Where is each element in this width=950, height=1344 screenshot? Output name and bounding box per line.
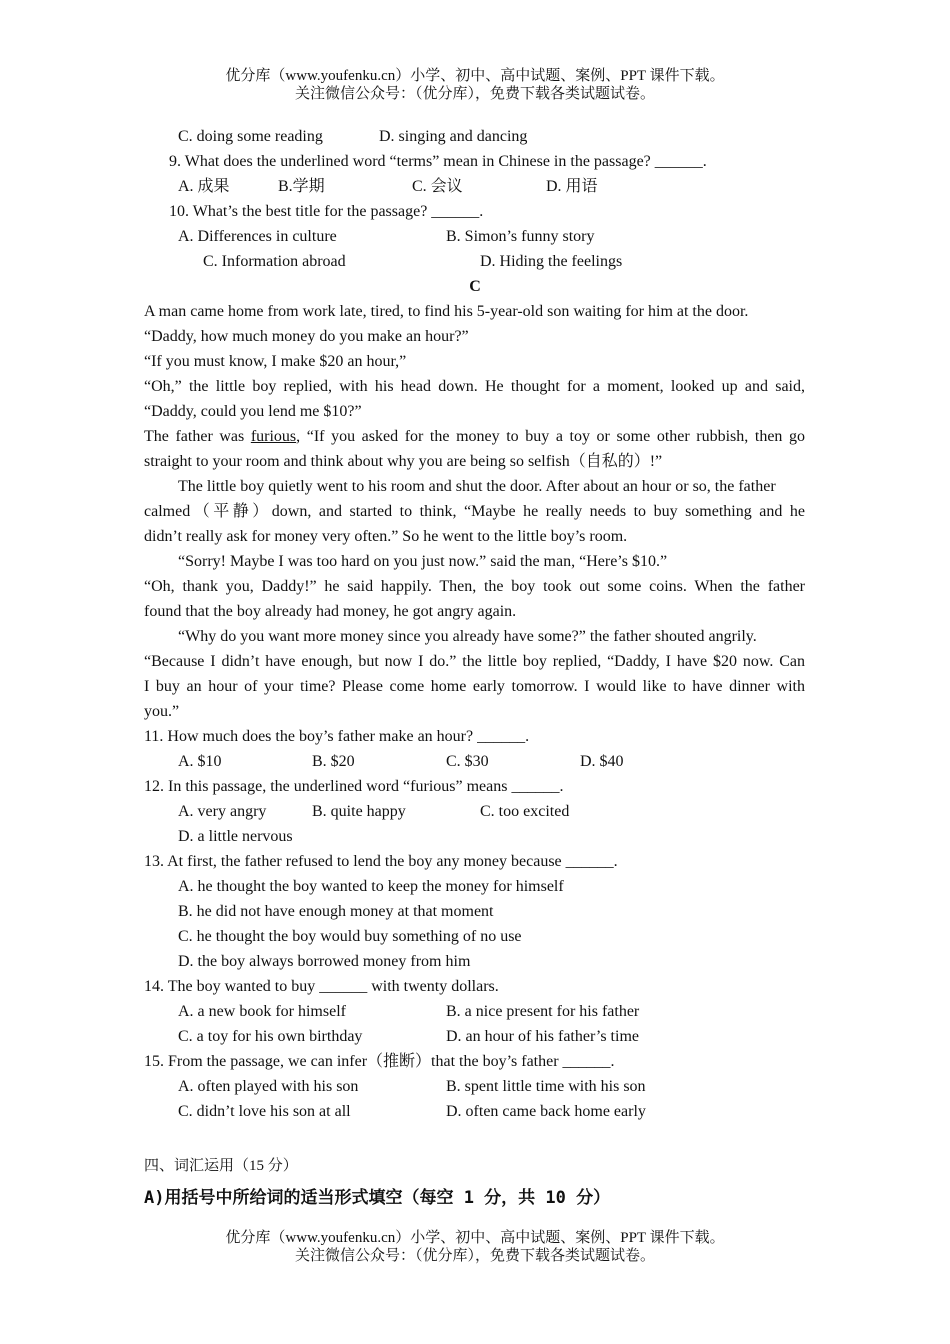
underlined-word-furious: furious	[250, 428, 297, 445]
passage-line: “If you must know, I make $20 an hour,”	[144, 353, 407, 370]
page-footer	[0, 1229, 950, 1265]
q15-option-b: B. spent little time with his son	[446, 1078, 646, 1095]
passage-c-heading: C	[469, 278, 481, 295]
passage-line: “Because I didn’t have enough, but now I do.” the little boy replied, “Daddy, I have $20 now. Can	[144, 653, 805, 670]
q10-option-b: B. Simon’s funny story	[446, 228, 595, 245]
q15-stem: 15. From the passage, we can infer（推断）that the boy’s father ______.	[144, 1053, 615, 1070]
passage-line: calmed（平静）down, and started to think, “Maybe he really needs to buy something and he	[144, 503, 805, 520]
q15-option-d: D. often came back home early	[446, 1103, 646, 1120]
q8-option-c: C. doing some reading	[178, 128, 323, 145]
passage-line-furious	[144, 427, 805, 447]
passage-line: “Sorry! Maybe I was too hard on you just now.” said the man, “Here’s $10.”	[178, 553, 668, 570]
q8-option-d: D. singing and dancing	[379, 128, 528, 145]
q12-option-c: C. too excited	[480, 803, 570, 820]
q10-option-a: A. Differences in culture	[178, 228, 337, 245]
passage-line: The little boy quietly went to his room and shut the door. After about an hour or so, the father	[178, 478, 776, 495]
passage-line: A man came home from work late, tired, to find his 5-year-old son waiting for him at the door.	[144, 303, 749, 320]
q10-option-c: C. Information abroad	[203, 253, 346, 270]
q14-option-b: B. a nice present for his father	[446, 1003, 640, 1020]
q11-stem: 11. How much does the boy’s father make an hour? ______.	[144, 728, 530, 745]
passage-line: “Oh,” the little boy replied, with his head down. He thought for a moment, looked up and said,	[144, 378, 805, 395]
passage-line: straight to your room and think about why you are being so selfish（自私的）!”	[144, 453, 663, 470]
q12-option-d: D. a little nervous	[178, 828, 293, 845]
q9-option-d: D. 用语	[546, 178, 598, 195]
q12-stem: 12. In this passage, the underlined word “furious” means ______.	[144, 778, 564, 795]
q9-stem: 9. What does the underlined word “terms” mean in Chinese in the passage? ______.	[169, 153, 707, 170]
passage-text: , “If you asked for the money to buy a toy or some other rubbish, then go	[296, 428, 806, 445]
passage-text: The father was	[144, 428, 251, 445]
section-4-title: 四、词汇运用（15 分）	[144, 1158, 298, 1174]
q11-option-b: B. $20	[312, 753, 355, 770]
q13-option-a: A. he thought the boy wanted to keep the money for himself	[178, 878, 564, 895]
q13-option-b: B. he did not have enough money at that moment	[178, 903, 494, 920]
q15-option-a: A. often played with his son	[178, 1078, 359, 1095]
q12-option-b: B. quite happy	[312, 803, 406, 820]
passage-line: didn’t really ask for money very often.” So he went to the little boy’s room.	[144, 528, 628, 545]
q13-option-d: D. the boy always borrowed money from him	[178, 953, 471, 970]
q13-stem: 13. At first, the father refused to lend the boy any money because ______.	[144, 853, 618, 870]
passage-line: “Oh, thank you, Daddy!” he said happily. Then, the boy took out some coins. When the father	[144, 578, 805, 595]
q12-option-a: A. very angry	[178, 803, 267, 820]
q9-option-a: A. 成果	[178, 178, 230, 195]
section-4-part-a-instruction: A)用括号中所给词的适当形式填空（每空 1 分，共 10 分）	[144, 1188, 611, 1208]
q14-option-a: A. a new book for himself	[178, 1003, 346, 1020]
q14-stem: 14. The boy wanted to buy ______ with twenty dollars.	[144, 978, 499, 995]
passage-line: found that the boy already had money, he got angry again.	[144, 603, 517, 620]
q13-option-c: C. he thought the boy would buy something of no use	[178, 928, 522, 945]
q11-option-d: D. $40	[580, 753, 624, 770]
q10-option-d: D. Hiding the feelings	[480, 253, 623, 270]
header-line-2: 关注微信公众号：（优分库），免费下载各类试题试卷。	[294, 86, 655, 102]
passage-line: you.”	[144, 703, 180, 720]
passage-line: I buy an hour of your time? Please come home early tomorrow. I would like to have dinner with	[144, 678, 805, 695]
page-header	[0, 67, 950, 103]
passage-line: “Daddy, could you lend me $10?”	[144, 403, 362, 420]
q11-option-a: A. $10	[178, 753, 222, 770]
q9-option-b: B.学期	[278, 178, 325, 195]
passage-line: “Daddy, how much money do you make an hour?”	[144, 328, 469, 345]
q14-option-c: C. a toy for his own birthday	[178, 1028, 363, 1045]
q9-option-c: C. 会议	[412, 178, 463, 195]
passage-line: “Why do you want more money since you already have some?” the father shouted angrily.	[178, 628, 757, 645]
q11-option-c: C. $30	[446, 753, 489, 770]
q10-stem: 10. What’s the best title for the passage? ______.	[169, 203, 484, 220]
q15-option-c: C. didn’t love his son at all	[178, 1103, 351, 1120]
footer-line-2: 关注微信公众号：（优分库），免费下载各类试题试卷。	[294, 1248, 655, 1264]
footer-line-1: 优分库（www.youfenku.cn）小学、初中、高中试题、案例、PPT 课件下载。	[225, 1230, 725, 1246]
q14-option-d: D. an hour of his father’s time	[446, 1028, 639, 1045]
header-line-1: 优分库（www.youfenku.cn）小学、初中、高中试题、案例、PPT 课件下载。	[225, 68, 725, 84]
